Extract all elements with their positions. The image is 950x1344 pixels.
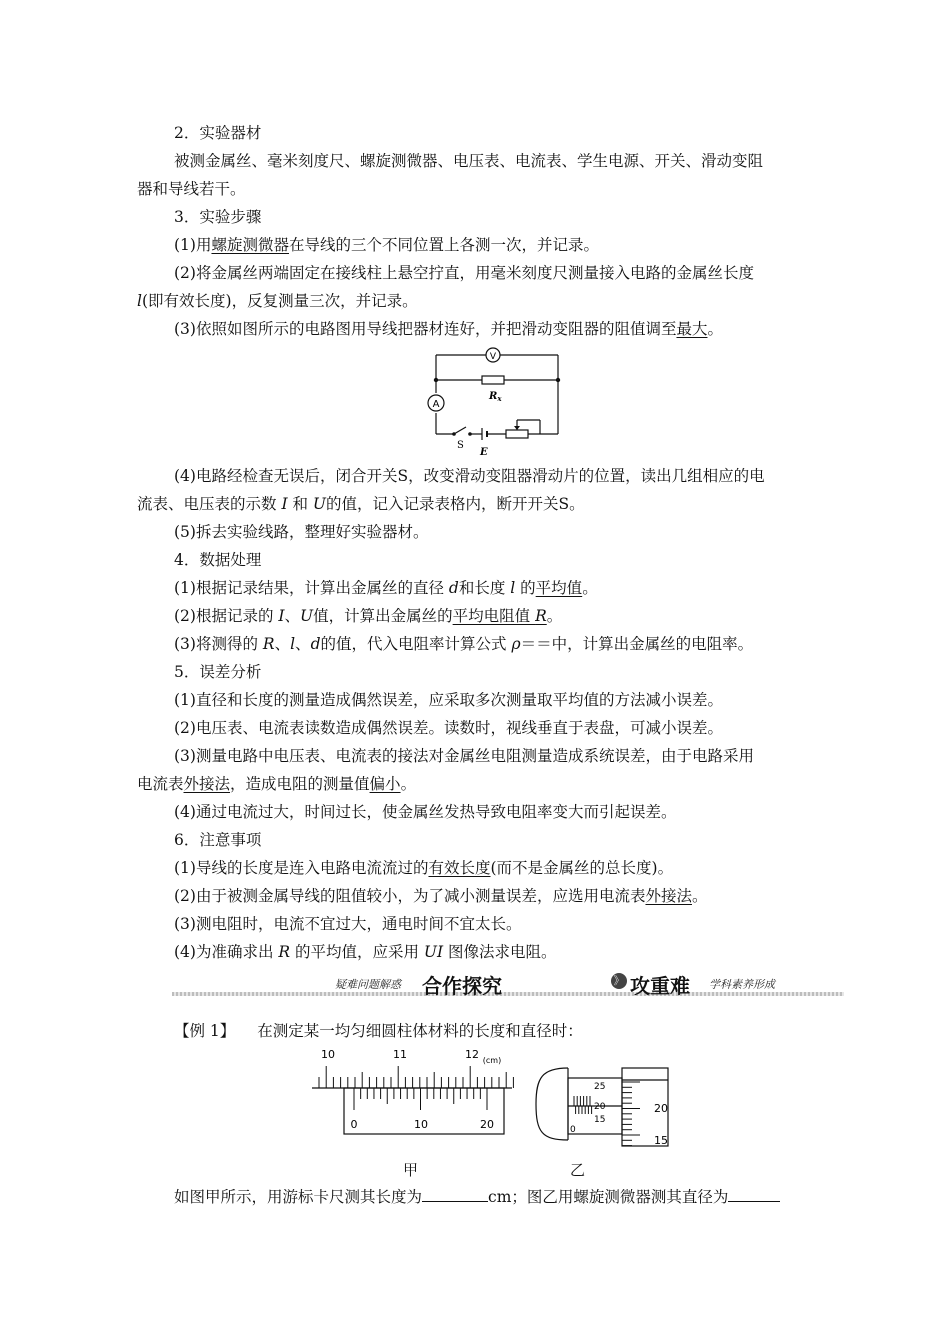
banner-title-1: 合作探究 [422,974,502,998]
section-title-data: 4．数据处理 [174,551,262,569]
answer-underline: 有效长度 [428,859,491,877]
note-1: (1)导线的长度是连入电路电流流过的有效长度(而不是金属丝的总长度)。 [174,859,674,877]
banner-left-text: 疑难问题解惑 [335,978,401,991]
vernier-label: 0 [350,1118,358,1131]
source-label: E [480,447,488,458]
note-2: (2)由于被测金属导线的阻值较小，为了减小测量误差，应选用电流表外接法。 [174,887,708,905]
answer-underline: 偏小 [369,775,401,793]
example-question: 如图甲所示，用游标卡尺测其长度为 cm；图乙用螺旋测微器测其直径为 [174,1186,780,1208]
banner-arrow-icon: 》 [611,973,627,989]
answer-blank[interactable] [422,1187,488,1202]
voltmeter-label: V [489,352,497,362]
answer-underline: 平均值 [535,579,583,597]
vernier-label: 20 [480,1118,494,1131]
sleeve-zero-label: 0 [570,1125,576,1135]
example-label: 【例 1】 [174,1022,236,1040]
error-4: (4)通过电流过大，时间过长，使金属丝发热导致电阻率变大而引起误差。 [174,803,677,821]
thimble-label: 20 [654,1102,668,1115]
section-title-equipment: 2．实验器材 [174,124,262,142]
step-3: (3)依照如图所示的电路图用导线把器材连好，并把滑动变阻器的阻值调至最大。 [174,320,723,338]
answer-underline: 外接法 [645,887,692,905]
data-1: (1)根据记录结果，计算出金属丝的直径 d和长度 l 的平均值。 [174,579,598,597]
data-3: (3)将测得的 R、l、d的值，代入电阻率计算公式 ρ＝＝中，计算出金属丝的电阻率。 [174,635,754,653]
answer-underline: 螺旋测微器 [211,236,289,254]
equipment-text-cont: 器和导线若干。 [137,180,246,198]
figure-caption-a: 甲 [403,1161,419,1179]
step-2: (2)将金属丝两端固定在接线柱上悬空拧直，用毫米刻度尺测量接入电路的金属丝长度 [174,264,754,282]
step-1: (1)用螺旋测微器在导线的三个不同位置上各测一次，并记录。 [174,236,599,254]
unit-label: (cm) [482,1056,502,1065]
sleeve-label: 15 [594,1115,606,1125]
equipment-text: 被测金属丝、毫米刻度尺、螺旋测微器、电压表、电流表、学生电源、开关、滑动变阻 [174,152,764,170]
main-scale-label: 11 [393,1048,407,1061]
sleeve-label: 25 [594,1082,606,1092]
ammeter-label: A [432,399,440,410]
sleeve-label: 20 [594,1102,606,1112]
answer-blank[interactable] [728,1187,780,1202]
section-title-steps: 3．实验步骤 [174,208,262,226]
banner-right-text: 学科素养形成 [709,978,775,991]
step-4-cont: 流表、电压表的示数 I 和 U的值，记入记录表格内，断开开关S。 [137,495,585,513]
switch-label: S [457,440,464,451]
main-scale-label: 10 [321,1048,335,1061]
micrometer-figure [532,1064,678,1150]
answer-underline: 平均电阻值 R [452,607,547,625]
answer-underline: 外接法 [183,775,231,793]
step-4: (4)电路经检查无误后，闭合开关S，改变滑动变阻器滑动片的位置，读出几组相应的电 [174,467,765,485]
thimble-label: 15 [654,1134,668,1147]
data-2: (2)根据记录的 I、U值，计算出金属丝的平均电阻值 R。 [174,607,563,625]
resistor-label: $R_x$ [489,391,502,403]
figure-caption-b: 乙 [570,1161,586,1179]
error-2: (2)电压表、电流表读数造成偶然误差。读数时，视线垂直于表盘，可减小误差。 [174,719,723,737]
section-banner [172,970,844,1000]
note-4: (4)为准确求出 R 的平均值，应采用 UI 图像法求电阻。 [174,943,557,961]
main-scale-label: 12 [465,1048,479,1061]
vernier-label: 10 [414,1118,428,1131]
error-1: (1)直径和长度的测量造成偶然误差，应采取多次测量取平均值的方法减小误差。 [174,691,723,709]
banner-divider [172,992,844,996]
error-3: (3)测量电路中电压表、电流表的接法对金属丝电阻测量造成系统误差，由于电路采用 [174,747,754,765]
banner-title-2: 攻重难 [630,974,690,998]
error-3-cont: 电流表外接法，造成电阻的测量值偏小。 [137,775,417,793]
circuit-diagram [420,345,570,463]
answer-underline: 最大 [676,320,708,338]
step-2-cont: l(即有效长度)，反复测量三次，并记录。 [137,292,418,310]
section-title-error: 5．误差分析 [174,663,262,681]
section-title-notes: 6．注意事项 [174,831,262,849]
vernier-caliper-figure [308,1046,514,1138]
example-heading: 【例 1】 在测定某一均匀细圆柱体材料的长度和直径时： [174,1022,583,1040]
note-3: (3)测电阻时，电流不宜过大，通电时间不宜太长。 [174,915,522,933]
step-5: (5)拆去实验线路，整理好实验器材。 [174,523,429,541]
